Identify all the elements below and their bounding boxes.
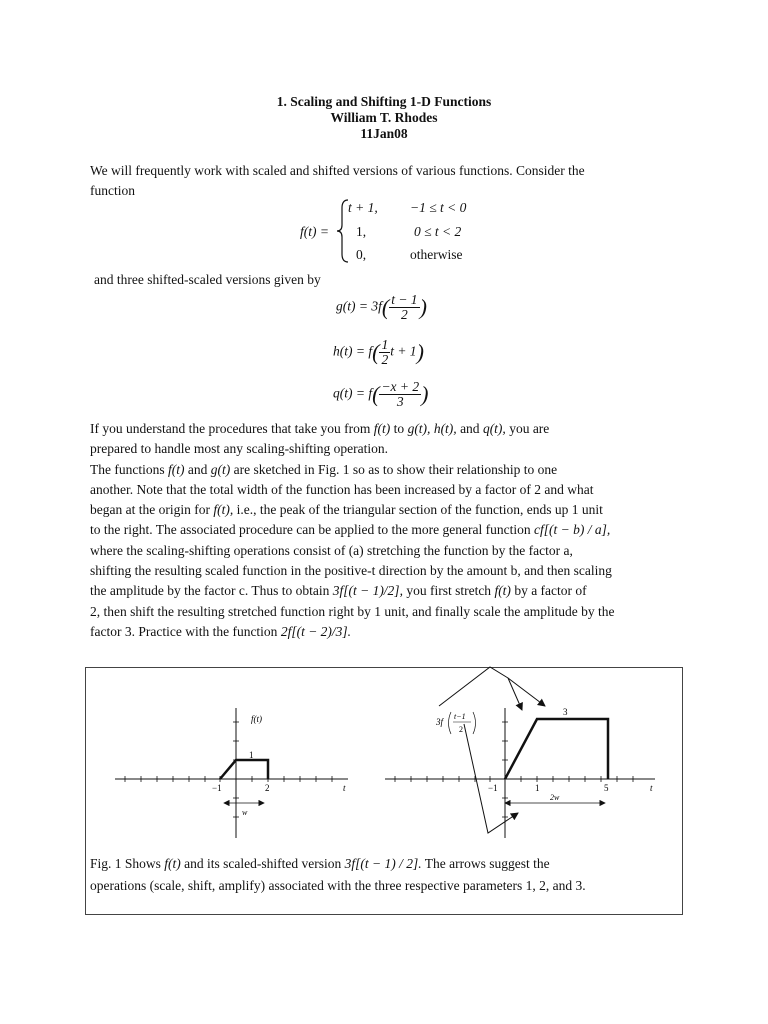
case-2-expr: 1, [356,224,367,239]
paper-title: 1. Scaling and Shifting 1-D Functions [276,94,492,109]
math-gt: g(t) [210,461,231,477]
equation-q: q(t) = f( $\frac{-x + 2}{3}$ ) [333,379,429,409]
right-plot [385,667,655,838]
right-function-trace [505,719,608,779]
case-3-cond: otherwise [410,247,463,262]
equation-g: g(t) = 3f( $\frac{t - 1}{2}$ ) [336,292,427,322]
equation-q-num: −x + 2 [381,379,420,394]
text-span: by a factor of [514,583,587,599]
math-example: 3f[(t − 1)/2], [332,583,403,599]
text-span: Fig. 1 Shows [90,856,161,871]
math-general-function: cf[(t − b) / a], [533,522,611,538]
text-span: If you understand the procedures that take you from [90,421,371,436]
right-width-label: 2w [550,793,560,802]
caption-line-1 [90,853,680,875]
text-span: began at the origin for [90,502,210,518]
right-tick-5: 5 [604,783,609,793]
left-xlabel: t [343,783,346,793]
text-span: are sketched in Fig. 1 so as to show their relationship to one [233,461,558,477]
text-span: and its scaled-shifted version [184,856,342,871]
intro-line-1: We will frequently work with scaled and shifted versions of various functions. Consider the [90,163,585,178]
body-line-4: another. Note that the total width of the function has been increased by a factor of 2 and what [90,481,594,497]
equation-q-den: 3 [396,394,404,409]
body-line-8: shifting the resulting scaled function in the positive-t direction by the amount b, and then scaling [90,563,612,579]
math-ft: f(t) [164,856,181,871]
left-width-label: w [242,808,248,817]
right-tick-1: 1 [535,783,540,793]
operation-arrows [439,667,545,833]
math-qt: q(t), [482,421,506,436]
text-span: The functions [90,461,165,477]
math-practice: 2f[(t − 2)/3]. [280,623,352,639]
right-func-den: 2 [459,725,463,734]
equation-g-num: t − 1 [391,292,418,307]
left-tick-neg: −1 [212,783,222,793]
math-ft: f(t) [167,461,185,477]
equation-g-lhs: g(t) = 3f [336,298,382,314]
case-1-expr: t + 1, [348,200,378,215]
right-xlabel: t [650,783,653,793]
text-span: the amplitude by the factor c. Thus to obtain [90,583,330,599]
body-line-7: where the scaling-shifting operations consist of (a) stretching the function by the factor a, [90,542,573,558]
paper-author: William T. Rhodes [330,110,438,125]
amplify-arrow [439,667,545,706]
equation-q-lhs: q(t) = f [333,385,373,401]
intro-line-2: function [90,183,135,199]
math-ft: f(t) [373,421,391,436]
equation-h-rest: t + 1 [390,343,417,359]
math-example: 3f[(t − 1) / 2]. [344,856,422,871]
text-span: to [393,421,405,436]
equation-h-num: 1 [381,337,389,352]
equation-h-lhs: h(t) = f [333,343,373,359]
equation-h: h(t) = f( $\frac{1}{2}$ t + 1) [333,337,424,367]
text-span: The arrows suggest the [424,856,550,871]
right-func-label-prefix: 3f [436,717,444,727]
right-func-num: t−1 [454,712,466,721]
right-height-label: 3 [563,707,568,717]
equation-h-den: 2 [381,352,389,367]
versions-intro: and three shifted-scaled versions given by [94,272,321,287]
text-span: and [460,421,480,436]
equation-g-den: 2 [401,307,408,322]
text-span: you first stretch [406,583,492,599]
math-ft: f(t) [494,583,511,599]
piecewise-lhs: f(t) = [300,224,329,239]
left-ylabel: f(t) [251,714,262,724]
case-2-cond: 0 ≤ t < 2 [414,224,462,239]
text-span: you are [509,421,550,436]
body-line-2: prepared to handle most any scaling-shifting operation. [90,441,389,457]
left-height-label: 1 [249,750,254,760]
figure-caption [90,853,680,897]
case-3-expr: 0, [356,247,367,262]
math-gt: g(t), [407,421,431,436]
text-span: i.e., the peak of the triangular section of the function, ends up 1 unit [236,502,603,518]
left-plot [115,708,348,838]
text-span: and [187,461,208,477]
caption-line-2: operations (scale, shift, amplify) associated with the three respective parameters 1, 2, and 3. [90,878,586,893]
case-1-cond: −1 ≤ t < 0 [410,200,467,215]
text-span: factor 3. Practice with the function [90,623,278,639]
text-span: to the right. The associated procedure can be applied to the more general function [90,522,531,538]
math-ft: f(t), [213,502,234,518]
paper-date: 11Jan08 [360,126,408,141]
left-function-trace [220,760,268,779]
body-line-10: 2, then shift the resulting stretched function right by 1 unit, and finally scale the amplitude by the [90,603,615,619]
math-ht: h(t), [433,421,457,436]
right-tick-neg: −1 [488,783,498,793]
left-tick-pos: 2 [265,783,270,793]
